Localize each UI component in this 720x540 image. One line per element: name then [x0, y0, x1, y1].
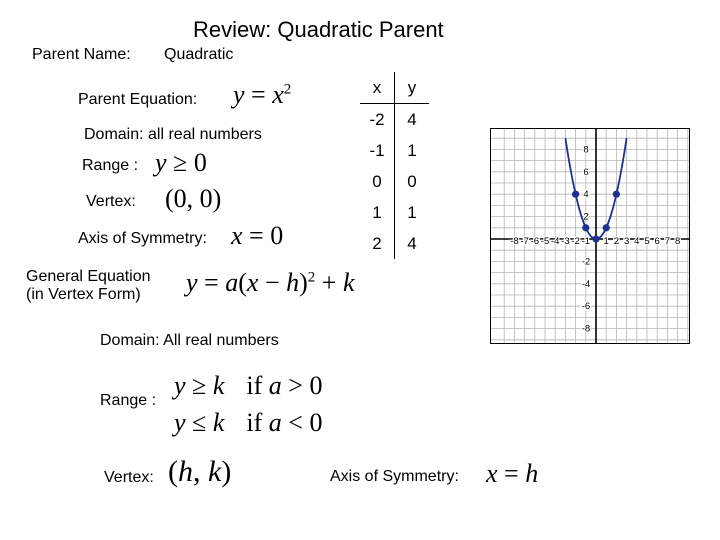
- data-point: [613, 191, 620, 198]
- data-point: [603, 224, 610, 231]
- y-tick-label: 8: [583, 144, 589, 156]
- page-title: Review: Quadratic Parent: [193, 17, 444, 42]
- x-tick-label: -6: [530, 236, 540, 247]
- axis-of-symmetry-expression: x = 0: [231, 221, 284, 250]
- table-header-y: y: [395, 72, 430, 104]
- x-tick-label: -2: [571, 236, 580, 247]
- table-row: [360, 166, 429, 197]
- table-cell: -2: [360, 104, 395, 136]
- axis-of-symmetry-general-label: Axis of Symmetry:: [330, 468, 459, 485]
- x-tick-label: 7: [664, 236, 671, 247]
- x-tick-label: 5: [644, 236, 650, 247]
- vertex-label: Vertex:: [86, 193, 136, 210]
- vertex-expression: (0, 0): [165, 184, 222, 213]
- y-tick-label: 2: [583, 211, 589, 223]
- parabola-graph: [490, 128, 690, 344]
- x-tick-label: 8: [674, 236, 681, 247]
- table-row: [360, 228, 429, 259]
- x-tick-label: 3: [623, 236, 630, 247]
- range-label: Range :: [82, 157, 139, 174]
- x-tick-label: -8: [510, 236, 519, 247]
- table-row: [360, 104, 429, 136]
- y-tick-label: -4: [581, 278, 591, 290]
- y-tick-label: -2: [581, 256, 591, 268]
- data-point: [572, 191, 579, 198]
- domain-label: Domain: all real numbers: [84, 126, 262, 143]
- table-cell: 2: [360, 228, 395, 259]
- table-cell: 4: [407, 109, 417, 129]
- parent-equation: $y = x^2$: [233, 80, 292, 109]
- vertex-general-label: Vertex:: [104, 469, 154, 486]
- y-tick-label: -8: [581, 323, 591, 335]
- table-cell: 1: [360, 197, 395, 228]
- axis-of-symmetry-general-expression: x = h: [486, 459, 539, 488]
- y-tick-label: 4: [583, 189, 589, 201]
- x-tick-label: 1: [603, 236, 609, 247]
- parabola-graph-svg: [491, 129, 689, 343]
- table-cell: 4: [407, 233, 417, 253]
- table-header-row: [360, 72, 429, 104]
- parent-equation-label: Parent Equation:: [78, 91, 198, 108]
- vertex-general-expression: (h, k): [168, 455, 232, 488]
- axis-of-symmetry-label: Axis of Symmetry:: [78, 230, 207, 247]
- x-tick-label: 6: [654, 236, 660, 247]
- x-tick-label: -5: [540, 236, 550, 247]
- table-cell: -1: [360, 135, 395, 166]
- xy-table: [360, 72, 429, 259]
- table-row: [360, 135, 429, 166]
- general-equation-label: General Equation (in Vertex Form): [26, 268, 151, 303]
- range-general-line-1: y ≥ k if a > 0: [174, 371, 323, 400]
- x-tick-label: 2: [613, 236, 620, 247]
- x-tick-label: -4: [550, 236, 560, 247]
- data-point: [582, 224, 589, 231]
- table-row: [360, 197, 429, 228]
- y-tick-label: -6: [581, 301, 591, 313]
- table-cell: 1: [407, 140, 417, 160]
- range-general-label: Range :: [100, 392, 157, 409]
- table-header-x: x: [360, 72, 395, 104]
- x-tick-label: -1: [581, 236, 591, 247]
- y-tick-label: 6: [583, 166, 589, 178]
- parent-name-label: Parent Name:: [32, 46, 131, 63]
- general-equation: $y = a(x - h)^2 + k$: [186, 268, 355, 297]
- x-tick-label: -3: [561, 236, 570, 247]
- x-tick-label: 4: [634, 236, 640, 247]
- range-expression: y ≥ 0: [155, 148, 207, 177]
- table-cell: 0: [407, 171, 417, 191]
- range-general-line-2: y ≤ k if a < 0: [174, 408, 323, 437]
- table-cell: 0: [360, 166, 395, 197]
- parent-name-value: Quadratic: [164, 46, 234, 63]
- x-tick-label: -7: [520, 236, 529, 247]
- data-point: [592, 235, 599, 242]
- domain-general-label: Domain: All real numbers: [100, 332, 279, 349]
- table-cell: 1: [407, 202, 417, 222]
